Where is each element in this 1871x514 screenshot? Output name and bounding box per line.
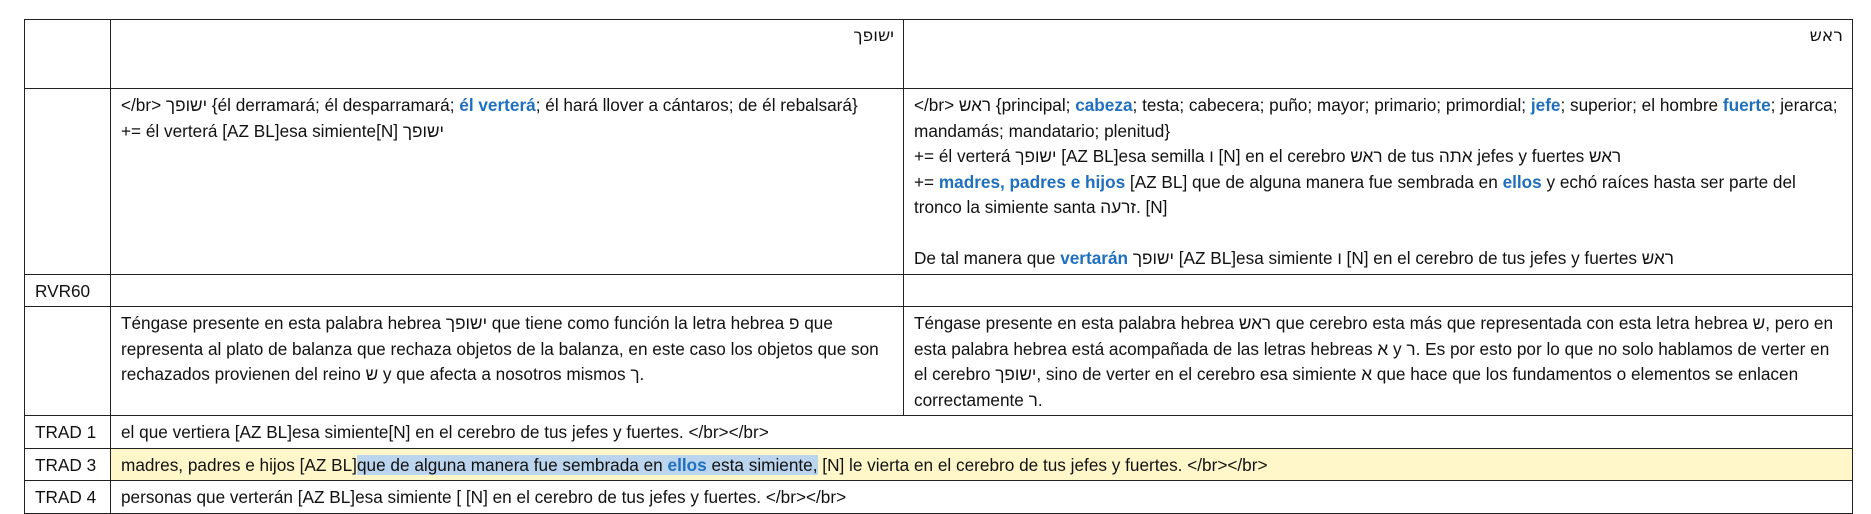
word-analysis-table: [24, 19, 1853, 514]
notes-cell-1: Téngase presente en esta palabra hebrea ישופך que tiene como función la letra hebrea פ que representa al plato de balanza que rechaza objetos de la balanza, en este caso los objetos que son rechazados provienen del reino ש y que afecta a nosotros mismos ך.: [111, 307, 904, 416]
notes-label-cell: [25, 307, 111, 416]
trad3-text: [111, 448, 1853, 481]
trad3-selection: [357, 455, 818, 475]
def-bold: fuerte: [1722, 95, 1771, 115]
def-text: ; superior; el hombre: [1560, 95, 1723, 115]
trad1-text: el que vertiera [AZ BL]esa simiente[N] en el cerebro de tus jefes y fuertes. </br></br>: [111, 416, 1853, 449]
definition-row: [25, 89, 1853, 275]
def-bold: vertarán: [1060, 248, 1129, 268]
def-text: </br> ראש {principal;: [914, 95, 1076, 115]
plus-line-1: += él verterá [AZ BL]esa simiente[N] ישופך: [121, 120, 444, 141]
definition-line-2: [914, 93, 1843, 144]
def-bold: él verterá: [459, 95, 536, 115]
trad3-bold: ellos: [667, 454, 707, 475]
header-word-2: ראש: [904, 20, 1853, 89]
plus-line-2b: [914, 170, 1843, 221]
rvr60-cell-2: [904, 274, 1853, 307]
def-bold: madres, padres e hijos: [938, 171, 1126, 192]
def-bold: ellos: [1502, 171, 1542, 192]
final-line-2: [914, 246, 1843, 272]
def-text: ; testa; cabecera; puño; mayor; primario; primordial;: [1132, 95, 1531, 115]
def-text: </br> ישופך {él derramará; él desparramará;: [121, 95, 460, 115]
definition-cell-1: [111, 89, 904, 275]
trad1-row: [25, 416, 1853, 449]
rvr60-row: [25, 274, 1853, 307]
trad1-label: TRAD 1: [25, 416, 111, 449]
def-text: [AZ BL] que de alguna manera fue sembrada en: [1125, 171, 1503, 192]
trad3-part: que de alguna manera fue sembrada en: [356, 454, 668, 475]
trad3-label: TRAD 3: [25, 448, 111, 481]
definition-line-1: [121, 93, 894, 119]
trad3-part: madres, padres e hijos [AZ BL]: [121, 454, 357, 475]
def-text: De tal manera que: [914, 248, 1061, 268]
trad4-text: personas que verterán [AZ BL]esa simiente [ [N] en el cerebro de tus jefes y fuertes. </br></br>: [111, 481, 1853, 514]
rvr60-label: RVR60: [25, 274, 111, 307]
header-empty-cell: [25, 20, 111, 89]
header-word-1: ישופך: [111, 20, 904, 89]
rvr60-cell-1: [111, 274, 904, 307]
blank-line: [914, 221, 1843, 247]
definition-label-cell: [25, 89, 111, 275]
definition-cell-2: [904, 89, 1853, 275]
trad3-row: [25, 448, 1853, 481]
notes-row: [25, 307, 1853, 416]
trad4-row: [25, 481, 1853, 514]
notes-cell-2: Téngase presente en esta palabra hebrea ראש que cerebro esta más que representada con esta letra hebrea ש, pero en esta palabra hebrea está acompañada de las letras hebreas א y ר. Es por esto por lo que no solo hablamos de verter en el cerebro ישופך, sino de verter en el cerebro esa simiente א que hace que los fundamentos o elementos se enlacen correctamente ר.: [904, 307, 1853, 416]
trad3-part: esta simiente,: [706, 454, 818, 475]
def-text: +=: [914, 171, 939, 192]
header-row: [25, 20, 1853, 89]
def-text: ; él hará llover a cántaros; de él rebalsará}: [535, 95, 858, 115]
def-bold: cabeza: [1075, 95, 1133, 115]
def-text: y echó raíces hasta ser parte del tronco la simiente santa זרעה. [N]: [914, 171, 1796, 217]
trad3-part: [N] le vierta en el cerebro de tus jefes y fuertes. </br></br>: [817, 454, 1268, 475]
def-bold: jefe: [1530, 95, 1561, 115]
plus-line-2a: += él verterá ישופך [AZ BL]esa semilla ו [N] en el cerebro ראש de tus אתה jefes y fuertes ראש: [914, 146, 1622, 166]
def-text: ישופך [AZ BL]esa simiente ו [N] en el cerebro de tus jefes y fuertes ראש: [1128, 248, 1674, 268]
trad4-label: TRAD 4: [25, 481, 111, 514]
def-text: ; jerarca; mandamás; mandatario; plenitud}: [914, 95, 1838, 141]
